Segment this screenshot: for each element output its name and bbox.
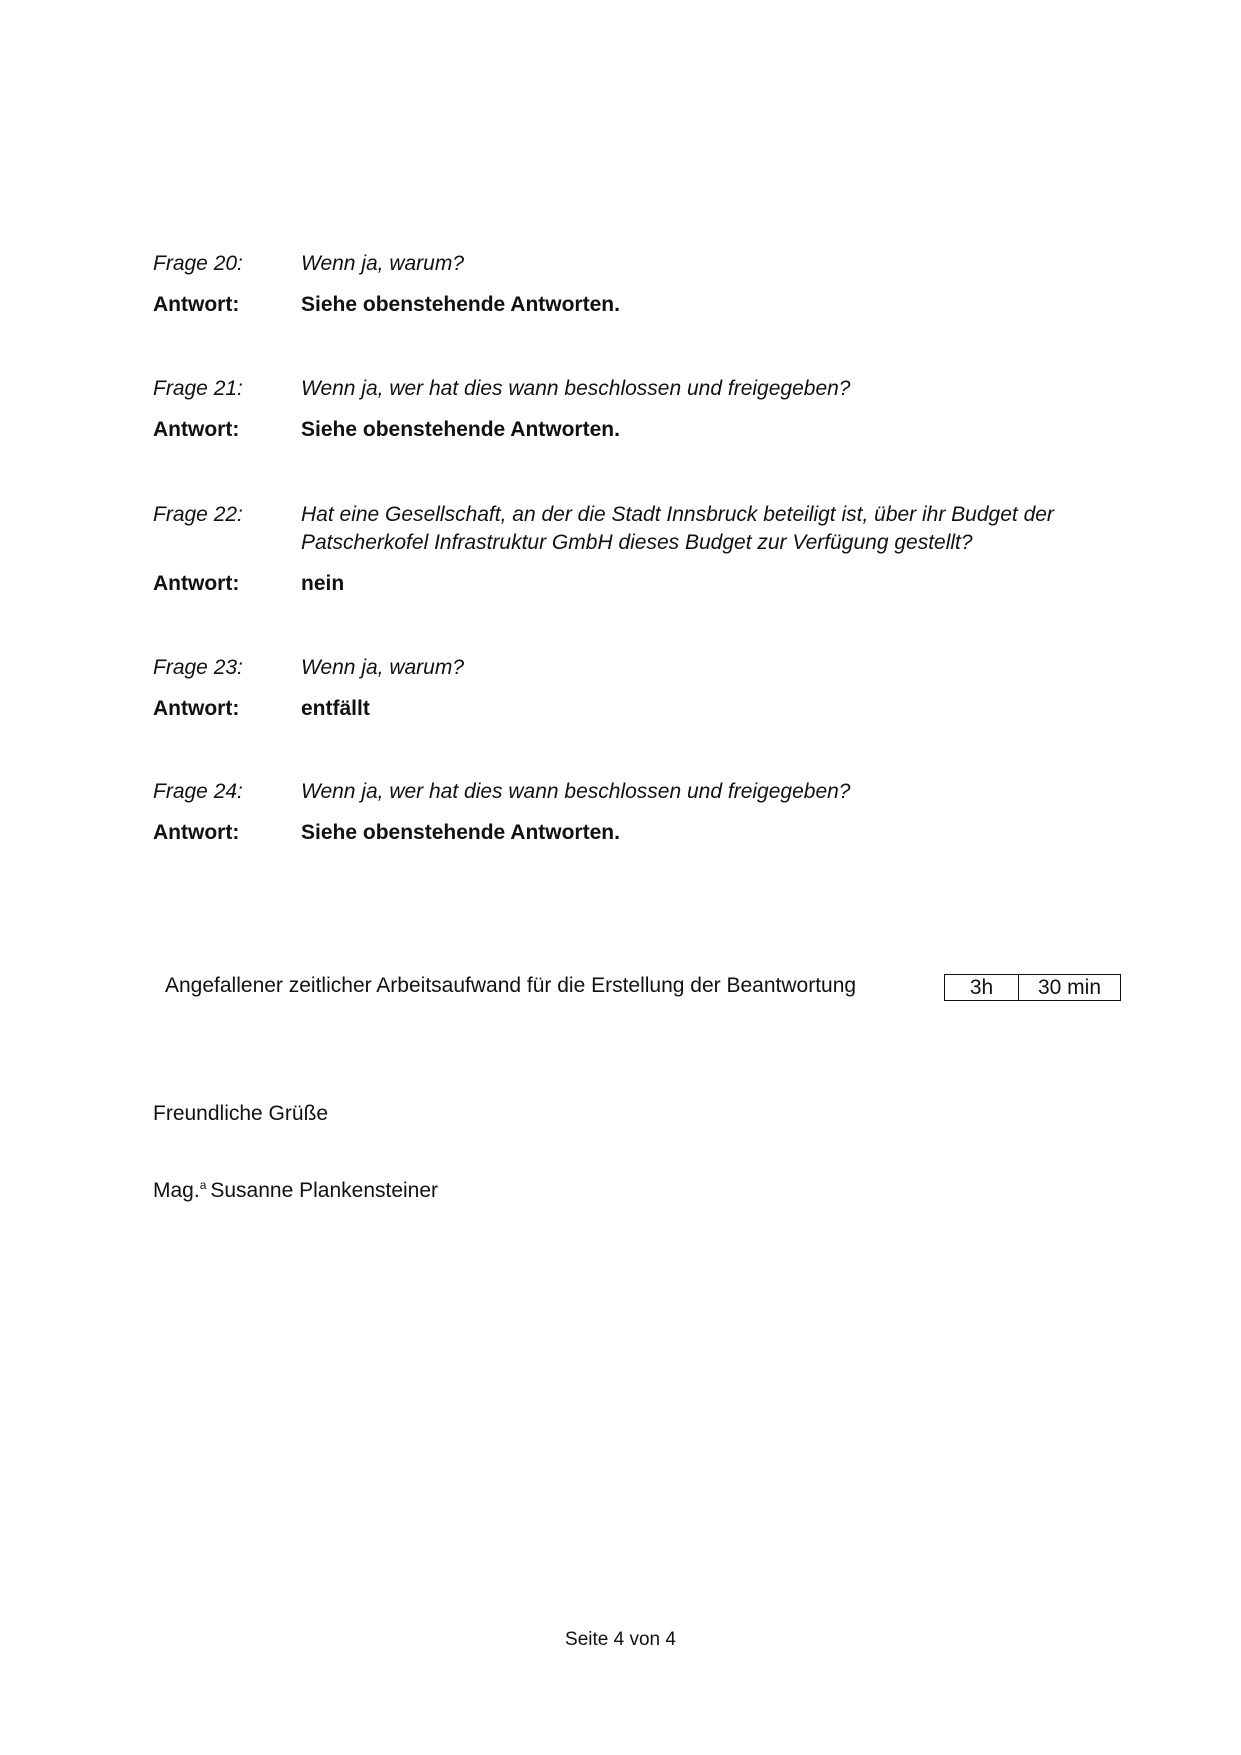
answer-text: Siehe obenstehende Antworten. bbox=[301, 418, 620, 441]
signature-title: Mag. bbox=[153, 1179, 200, 1202]
question-block-20 bbox=[153, 250, 1133, 319]
effort-table bbox=[944, 974, 1121, 1001]
closing-greeting: Freundliche Grüße bbox=[153, 1102, 329, 1125]
question-label: Frage 23: bbox=[153, 656, 243, 679]
effort-label: Angefallener zeitlicher Arbeitsaufwand für die Erstellung der Beantwortung bbox=[165, 974, 857, 997]
question-block-21 bbox=[153, 375, 1133, 444]
question-label: Frage 22: bbox=[153, 503, 243, 526]
question-block-23 bbox=[153, 654, 1133, 723]
question-text: Wenn ja, wer hat dies wann beschlossen und freigegeben? bbox=[301, 377, 851, 400]
effort-minutes: 30 min bbox=[1037, 975, 1102, 999]
page-number: Seite 4 von 4 bbox=[565, 1629, 676, 1650]
question-text: Hat eine Gesellschaft, an der die Stadt Innsbruck beteiligt ist, über ihr Budget der Patscherkofel Infrastruktur GmbH dieses Budget zur Verfügung gestellt? bbox=[301, 503, 1054, 554]
answer-text: Siehe obenstehende Antworten. bbox=[301, 821, 620, 844]
question-text: Wenn ja, wer hat dies wann beschlossen und freigegeben? bbox=[301, 780, 851, 803]
signature-title-sup: a bbox=[199, 1178, 207, 1192]
answer-text: entfällt bbox=[301, 697, 370, 720]
answer-label: Antwort: bbox=[153, 697, 240, 720]
answer-text: nein bbox=[301, 572, 345, 595]
question-text: Wenn ja, warum? bbox=[301, 252, 465, 275]
signature bbox=[153, 1171, 438, 1205]
question-block-24 bbox=[153, 778, 1133, 847]
question-label: Frage 20: bbox=[153, 252, 243, 275]
answer-label: Antwort: bbox=[153, 572, 240, 595]
effort-hours: 3h bbox=[945, 975, 1019, 1000]
signature-name: Susanne Plankensteiner bbox=[210, 1179, 439, 1202]
answer-text: Siehe obenstehende Antworten. bbox=[301, 293, 620, 316]
question-text: Wenn ja, warum? bbox=[301, 656, 465, 679]
question-label: Frage 21: bbox=[153, 377, 243, 400]
answer-label: Antwort: bbox=[153, 293, 240, 316]
question-block-22 bbox=[153, 501, 1133, 598]
question-label: Frage 24: bbox=[153, 780, 243, 803]
answer-label: Antwort: bbox=[153, 821, 240, 844]
answer-label: Antwort: bbox=[153, 418, 240, 441]
